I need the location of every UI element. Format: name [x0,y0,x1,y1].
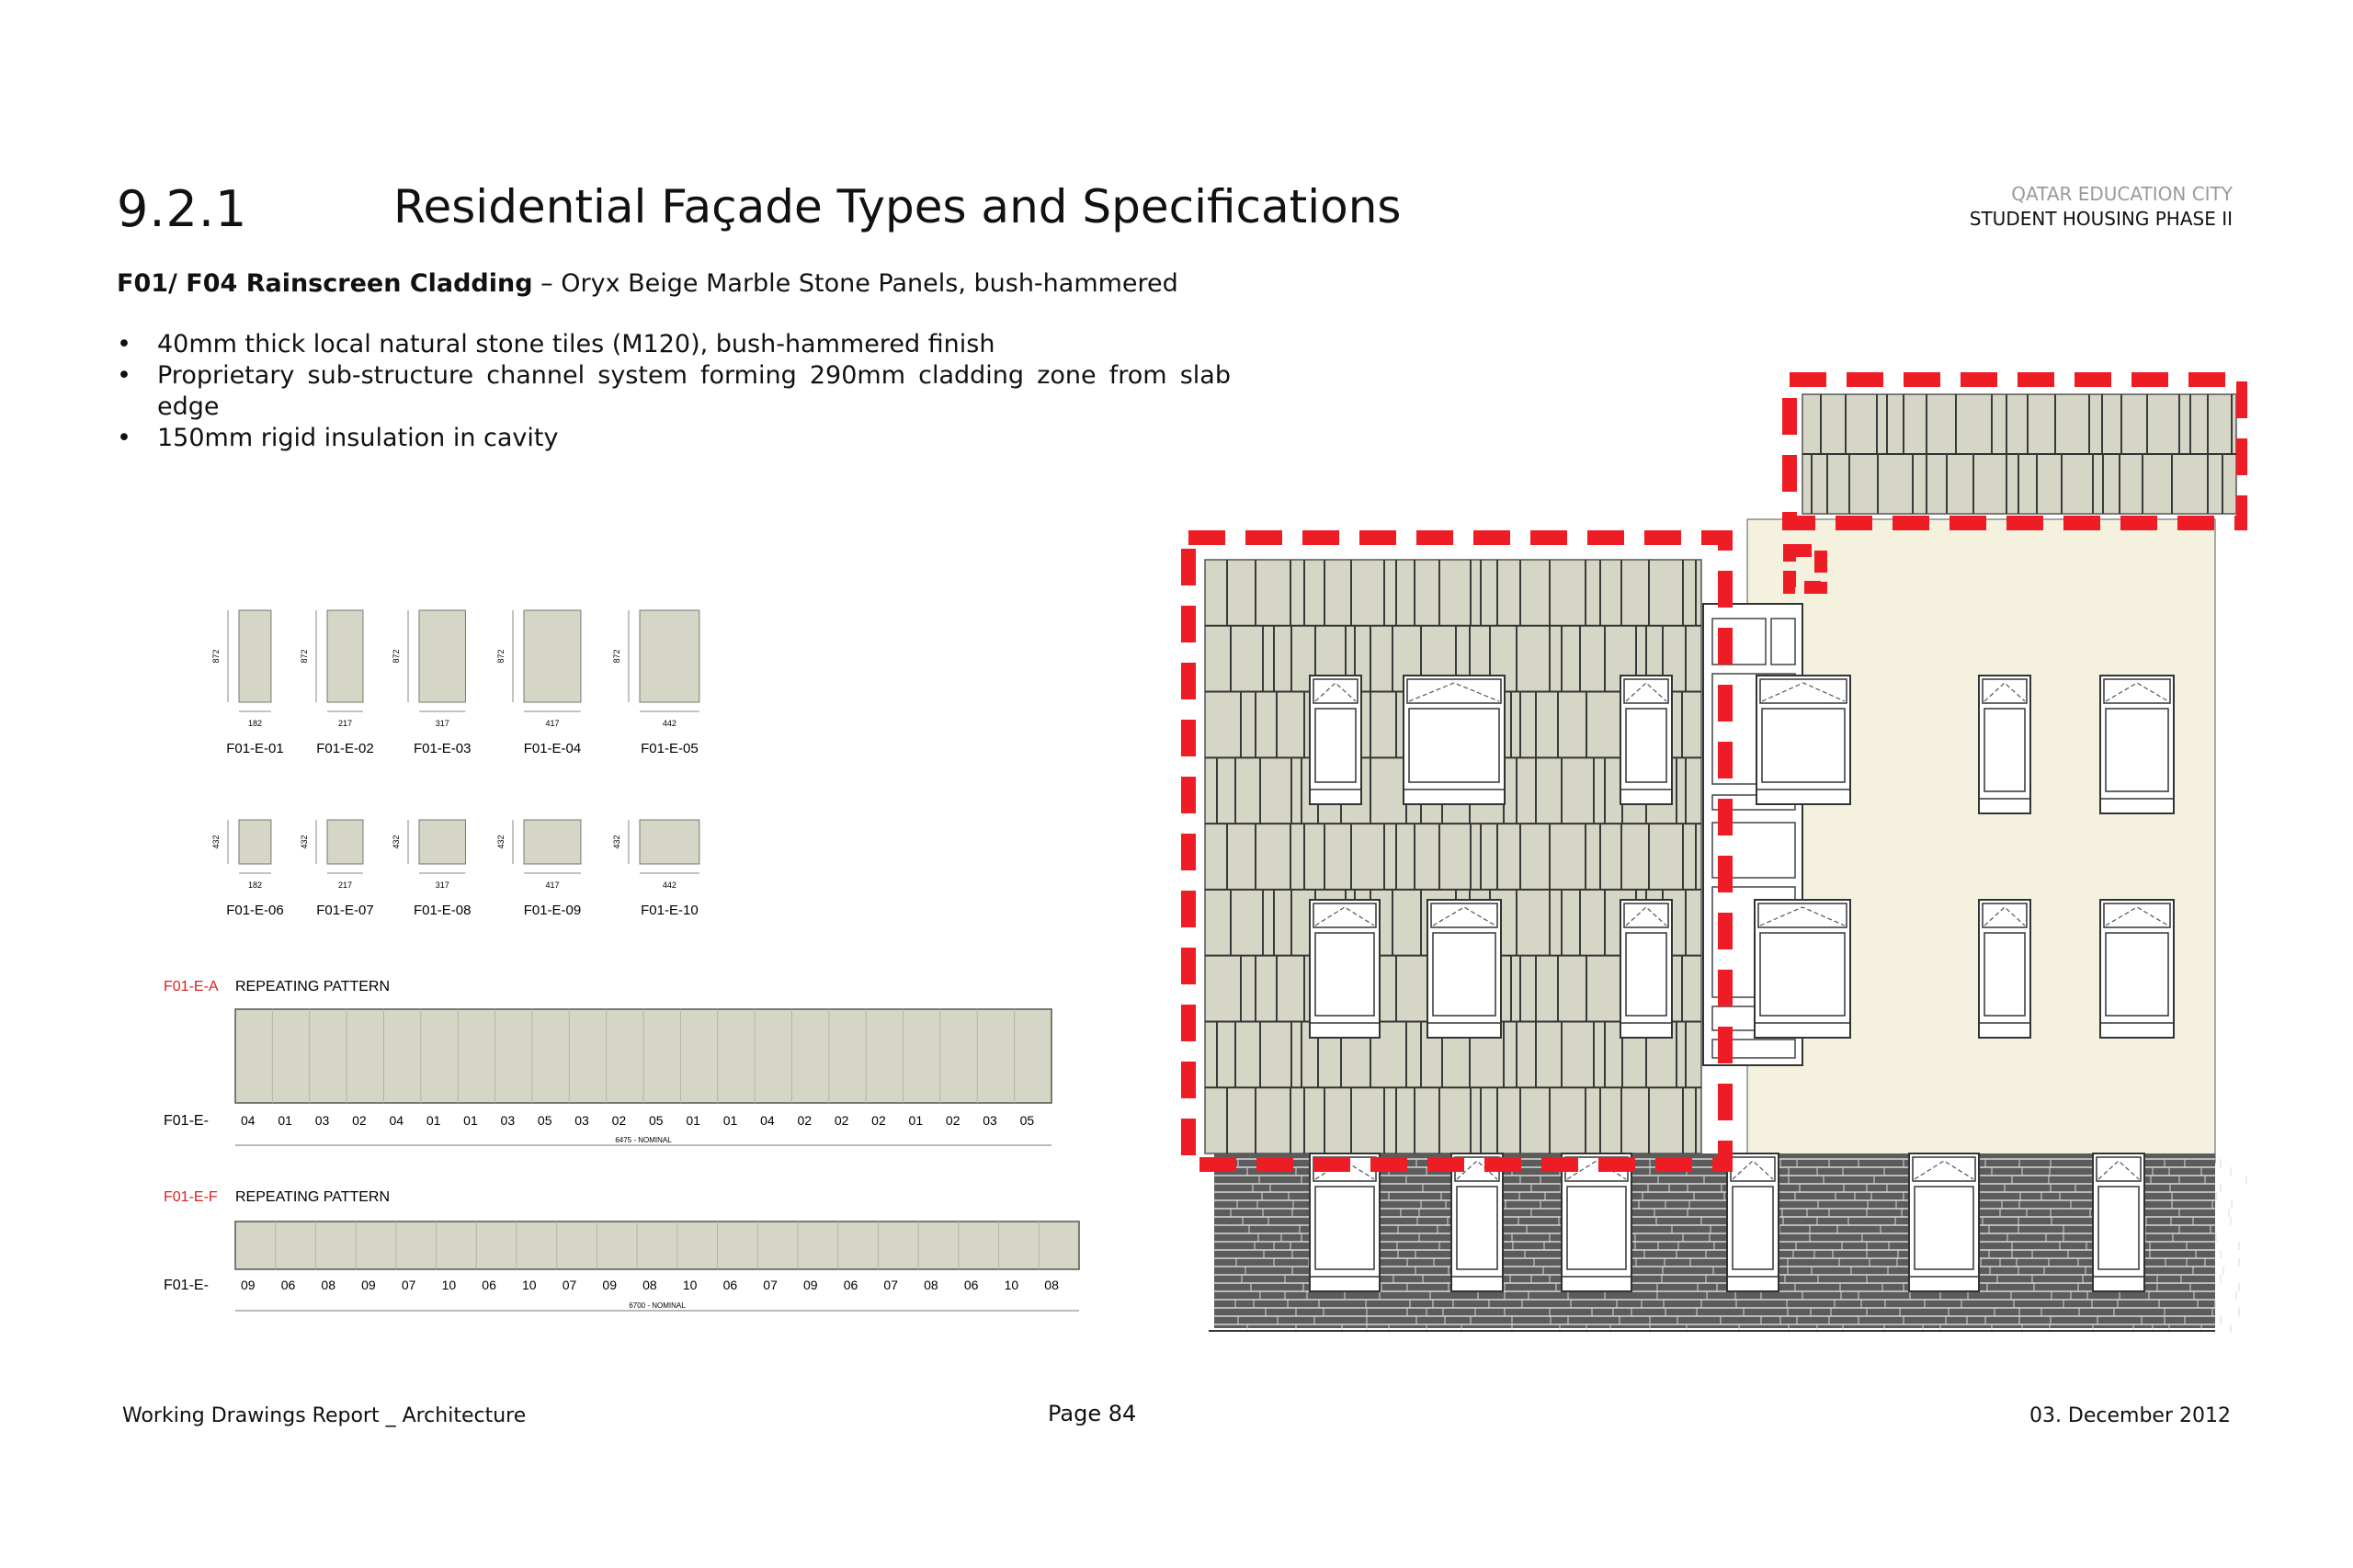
stone-cladding-panel-main [1205,560,1701,1153]
window-pane [1984,933,2025,1016]
window-pane [1457,1187,1497,1269]
window-pane [2106,709,2168,791]
panel-id-label: F01-E-04 [523,741,582,756]
panel-width-label: 317 [435,881,449,890]
spec-code: F01/ F04 Rainscreen Cladding [117,269,533,298]
pattern-sequence-number: 06 [843,1278,858,1292]
panel-id-label: F01-E-07 [316,903,374,918]
pattern-sequence-number: 04 [389,1113,404,1128]
pattern-sequence-number: 05 [1019,1113,1035,1128]
footer-report-title: Working Drawings Report _ Architecture [122,1404,527,1427]
panel-height-label: 872 [496,649,506,664]
rendered-wall [1747,519,2215,1163]
pattern-sequence-number: 01 [722,1113,738,1128]
window-top-light [2104,679,2170,703]
pattern-sequence-number: 09 [602,1278,618,1292]
pattern-sequence-number: 08 [1044,1278,1059,1292]
panel-height-label: 872 [211,649,221,664]
window-top-light [1913,1157,1975,1181]
pattern-sequence-number: 02 [611,1113,627,1128]
window-top-light [1431,903,1497,927]
pattern-a-nominal: 6475 - NOMINAL [615,1136,672,1144]
bullet-item: • 150mm rigid insulation in cavity [117,423,1231,454]
pattern-sequence-number: 06 [722,1278,738,1292]
panel-swatch [419,610,465,702]
panel-width-label: 182 [247,881,262,890]
panel-swatch [327,610,363,702]
panel-schedule-drawing [156,588,1103,1324]
pattern-sequence-number: 10 [441,1278,457,1292]
panel-width-label: 442 [662,719,676,728]
footer-date: 03. December 2012 [2029,1404,2231,1427]
pattern-sequence-number: 06 [963,1278,979,1292]
pattern-sequence-number: 03 [314,1113,330,1128]
panel-id-label: F01-E-02 [316,741,374,756]
window-pane [1626,933,1666,1016]
pattern-sequence-number: 04 [760,1113,775,1128]
panel-id-label: F01-E-10 [641,903,699,918]
spec-bullet-list [117,329,1231,454]
pattern-sequence-number: 02 [945,1113,961,1128]
pattern-sequence-number: 09 [361,1278,376,1292]
spec-description: – Oryx Beige Marble Stone Panels, bush-hammered [532,269,1178,298]
panel-swatch [239,610,271,702]
panel-height-label: 432 [612,835,621,849]
panel-swatch [419,820,465,864]
panel-id-label: F01-E-01 [226,741,284,756]
page-title: Residential Façade Types and Specifications [393,180,1402,233]
panel-id-label: F01-E-06 [226,903,284,918]
panel-row-half-height [211,820,699,918]
ground-line [1209,1330,2215,1332]
pattern-sequence-number: 07 [562,1278,577,1292]
window-top-light [1313,903,1376,927]
pattern-sequence-number: 08 [642,1278,657,1292]
window-pane [1984,709,2025,791]
window-top-light [1313,679,1358,703]
window-pane [1315,933,1374,1016]
pattern-f-strip [235,1221,1079,1269]
pattern-a-prefix: F01-E- [164,1113,209,1129]
panel-width-label: 317 [435,719,449,728]
pattern-a-code: F01-E-A [164,979,219,994]
panel-swatch [640,610,699,702]
panel-id-label: F01-E-03 [413,741,472,756]
facade-elevation-drawing [1172,363,2247,1337]
window-pane [1315,709,1356,782]
pattern-sequence-number: 09 [241,1278,256,1292]
panel-swatch [239,820,271,864]
panel-width-label: 217 [337,719,352,728]
window-pane [1567,1187,1626,1269]
pattern-f-label: REPEATING PATTERN [235,1189,391,1205]
project-phase: STUDENT HOUSING PHASE II [1969,208,2233,230]
panel-swatch [524,820,581,864]
window-pane [1760,933,1845,1016]
panel-width-label: 217 [337,881,352,890]
window-top-light [2104,903,2170,927]
panel-id-label: F01-E-05 [641,741,699,756]
page-number: Page 84 [1048,1401,1137,1426]
pattern-sequence-number: 03 [500,1113,516,1128]
panel-width-label: 417 [545,881,560,890]
pattern-sequence-number: 02 [871,1113,886,1128]
panel-height-label: 872 [392,649,401,664]
pattern-sequence-number: 02 [834,1113,849,1128]
pattern-sequence-number: 10 [682,1278,698,1292]
pattern-sequence-number: 06 [482,1278,496,1292]
panel-height-label: 432 [496,835,506,849]
pattern-sequence-number: 06 [280,1278,296,1292]
pattern-sequence-number: 07 [883,1278,899,1292]
panel-width-label: 417 [545,719,560,728]
pattern-sequence-number: 09 [803,1278,818,1292]
pattern-sequence-number: 10 [522,1278,537,1292]
pattern-sequence-number: 08 [321,1278,336,1292]
window-pane [1409,709,1499,782]
pattern-a-label: REPEATING PATTERN [235,979,391,994]
pattern-sequence-number: 01 [426,1113,441,1128]
pattern-sequence-number: 04 [241,1113,256,1128]
pattern-sequence-number: 02 [352,1113,367,1128]
panel-height-label: 432 [211,835,221,849]
project-name: QATAR EDUCATION CITY [2011,183,2233,205]
pattern-f-nominal: 6700 - NOMINAL [629,1301,686,1310]
panel-height-label: 872 [612,649,621,664]
pattern-f-code: F01-E-F [164,1189,218,1205]
stair-bay-panel [1771,619,1795,665]
panel-width-label: 442 [662,881,676,890]
window-pane [1915,1187,1973,1269]
window-top-light [1983,903,2027,927]
pattern-sequence-number: 01 [686,1113,700,1128]
pattern-f-prefix: F01-E- [164,1278,209,1293]
pattern-f-sequence [241,1278,1059,1292]
pattern-sequence-number: 07 [763,1278,778,1292]
panel-height-label: 432 [300,835,309,849]
pattern-sequence-number: 10 [1004,1278,1019,1292]
pattern-sequence-number: 05 [649,1113,664,1128]
window-pane [2098,1187,2139,1269]
window-pane [1733,1187,1773,1269]
window-pane [1626,709,1666,782]
panel-row-full-height [211,610,699,756]
window-pane [1433,933,1495,1016]
spec-line [117,269,1178,298]
window-top-light [1731,1157,1775,1181]
bullet-item: • 40mm thick local natural stone tiles (M120), bush-hammered finish [117,329,1231,360]
pattern-a-sequence [241,1113,1034,1128]
pattern-sequence-number: 08 [924,1278,938,1292]
section-number: 9.2.1 [117,180,248,238]
pattern-a-joints [272,1009,1014,1103]
window-top-light [2097,1157,2141,1181]
panel-height-label: 872 [300,649,309,664]
panel-swatch [327,820,363,864]
window-top-light [1624,903,1668,927]
window-top-light [1983,679,2027,703]
pattern-sequence-number: 05 [537,1113,552,1128]
panel-swatch [640,820,699,864]
panel-id-label: F01-E-09 [523,903,582,918]
pattern-sequence-number: 07 [401,1278,416,1292]
window-top-light [1624,679,1668,703]
panel-swatch [524,610,581,702]
panel-width-label: 182 [247,719,262,728]
window-pane [2106,933,2168,1016]
panel-id-label: F01-E-08 [413,903,472,918]
pattern-sequence-number: 02 [797,1113,813,1128]
window-pane [1762,709,1845,782]
pattern-sequence-number: 01 [908,1113,924,1128]
pattern-sequence-number: 01 [278,1113,292,1128]
bullet-item: • Proprietary sub-structure channel system forming 290mm cladding zone from slab edge [117,360,1231,423]
pattern-sequence-number: 01 [463,1113,478,1128]
window-pane [1315,1187,1374,1269]
pattern-sequence-number: 03 [574,1113,589,1128]
panel-height-label: 432 [392,835,401,849]
pattern-sequence-number: 03 [983,1113,997,1128]
